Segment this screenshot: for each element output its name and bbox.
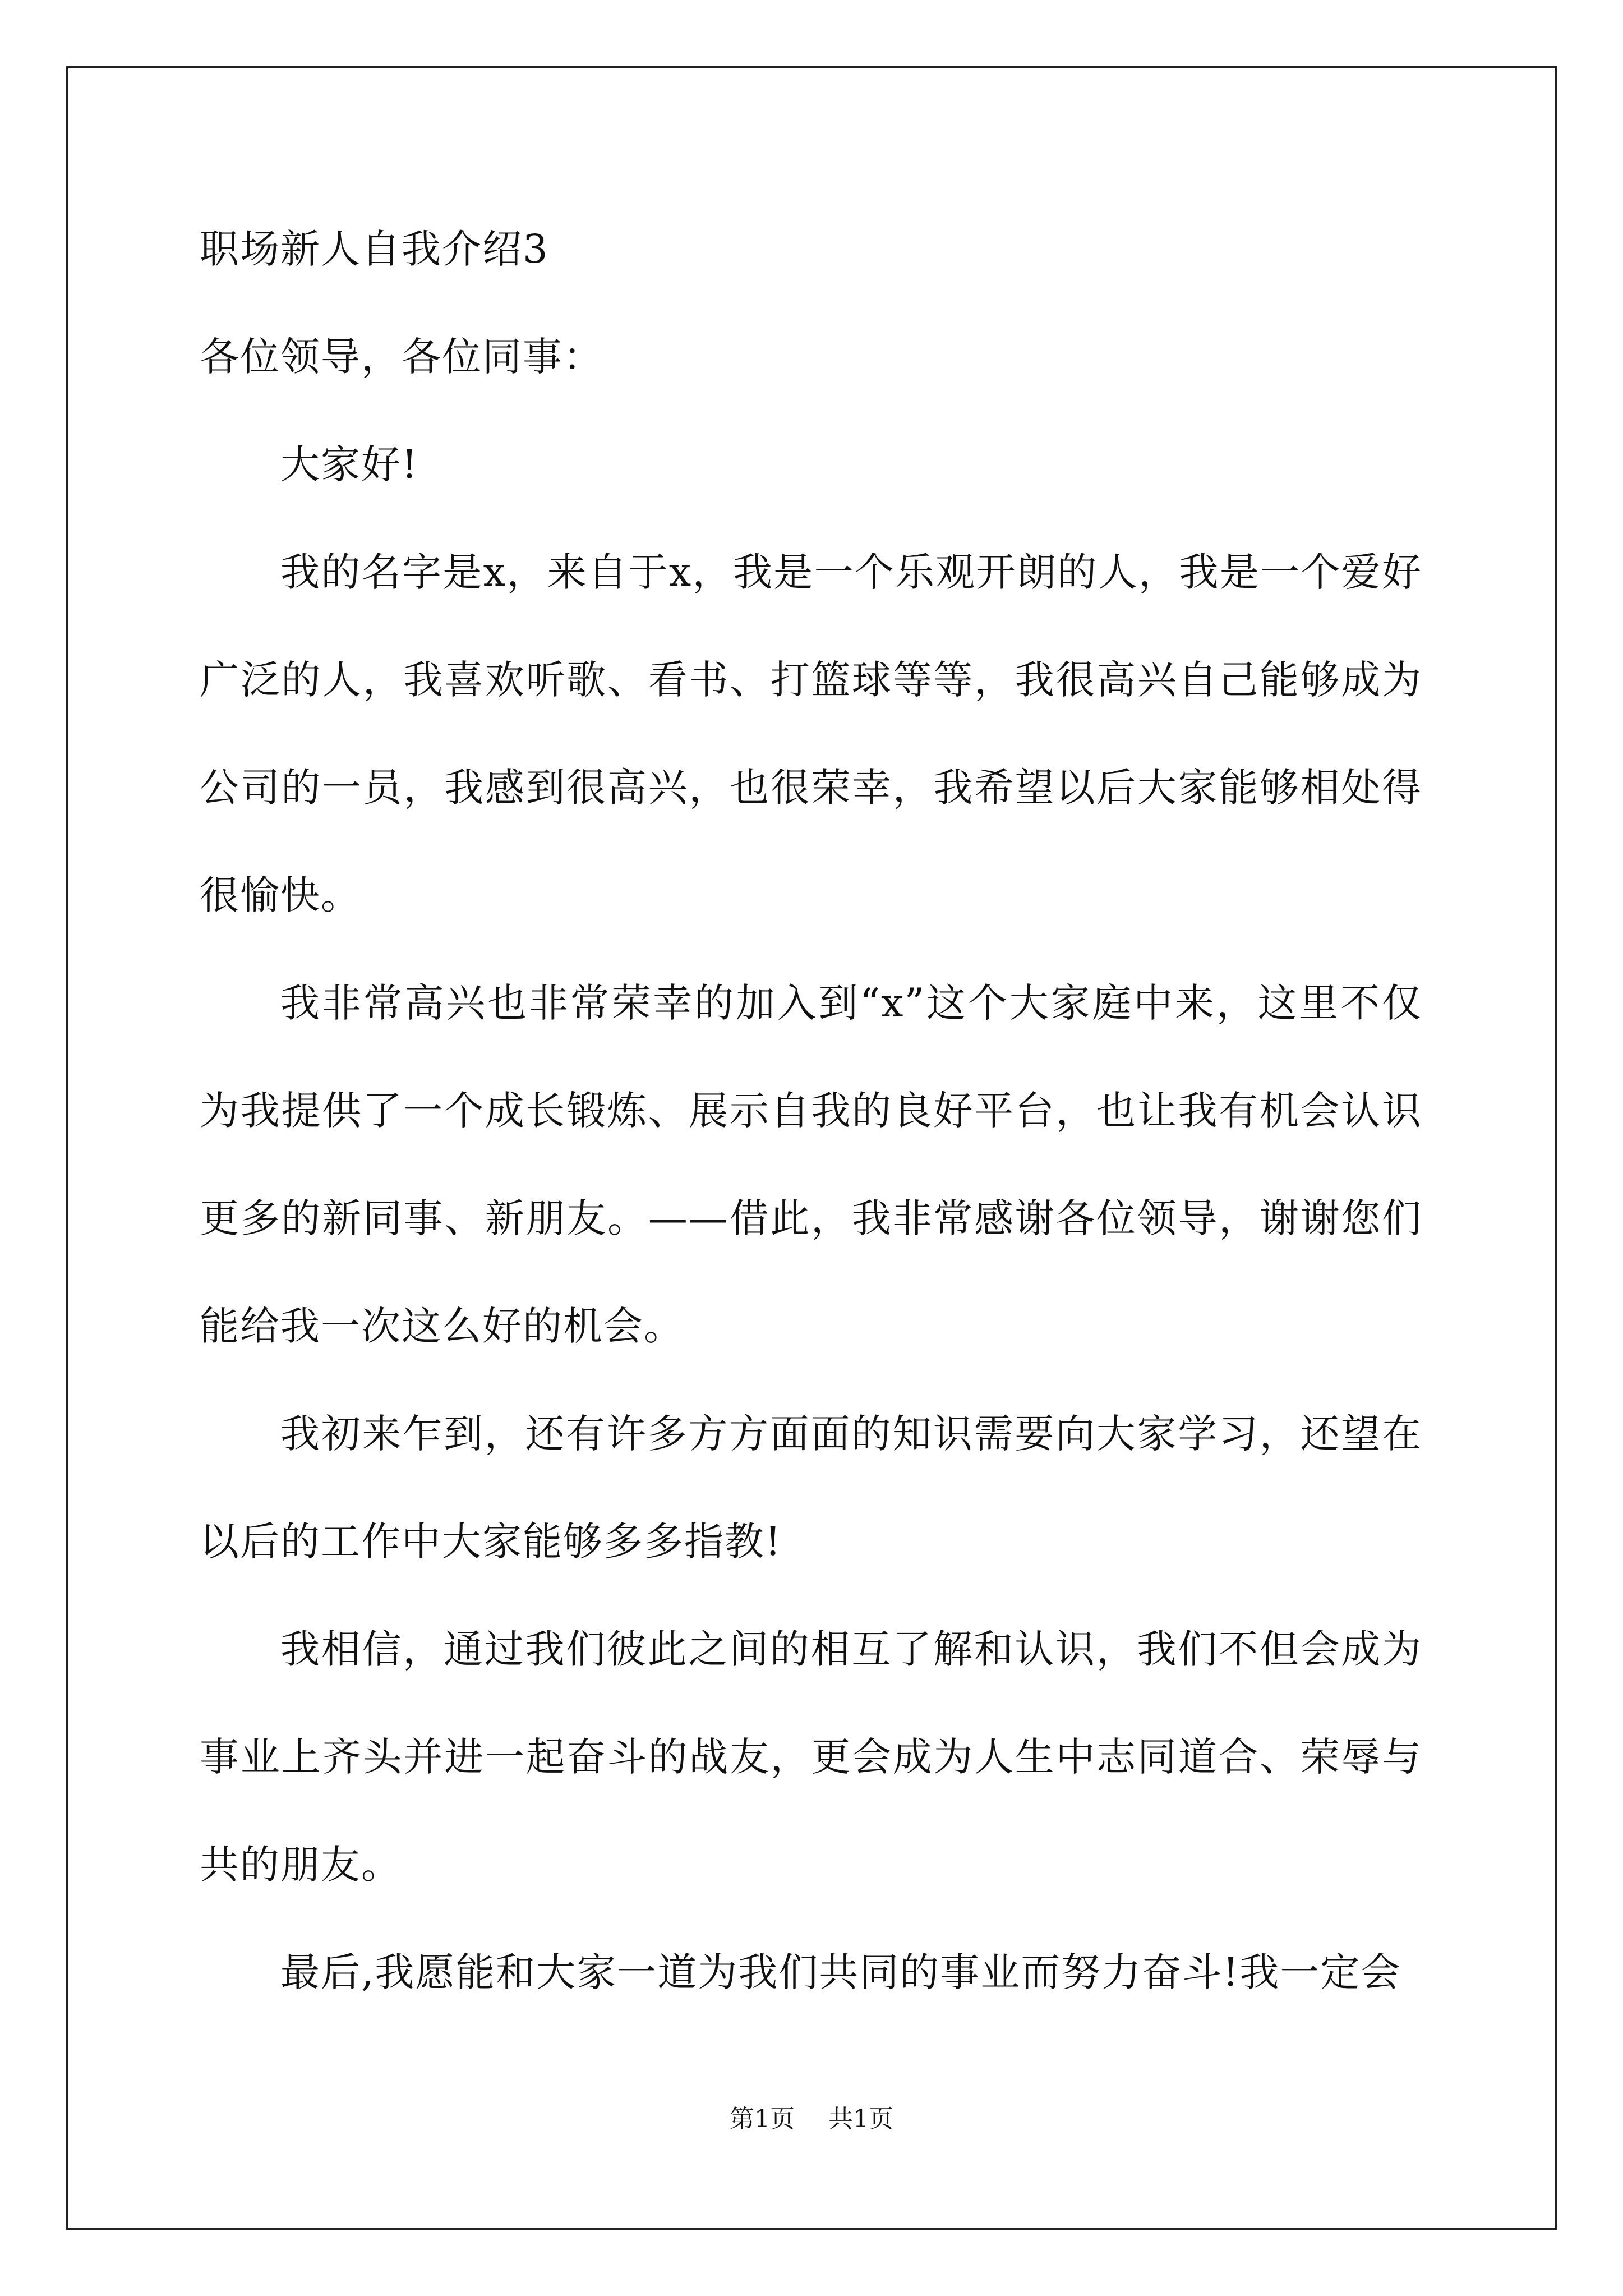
- page-footer: [0, 2102, 1623, 2136]
- paragraph-line: 公司的一员，我感到很高兴，也很荣幸，我希望以后大家能够相处得: [200, 765, 1422, 811]
- paragraph-line: 以后的工作中大家能够多多指教!: [200, 1519, 782, 1565]
- paragraph-line: 大家好!: [280, 441, 419, 487]
- paragraph-line: 我的名字是x，来自于x，我是一个乐观开朗的人，我是一个爱好: [280, 549, 1422, 595]
- paragraph-line: 为我提供了一个成长锻炼、展示自我的良好平台，也让我有机会认识: [200, 1088, 1422, 1134]
- paragraph-line: 很愉快。: [200, 872, 361, 918]
- paragraph-line: 更多的新同事、新朋友。——借此，我非常感谢各位领导，谢谢您们: [200, 1195, 1422, 1241]
- paragraph-introduction: [200, 545, 1422, 922]
- paragraph-gratitude: [200, 976, 1422, 1353]
- paragraph-line: 能给我一次这么好的机会。: [200, 1303, 684, 1349]
- document-title: 职场新人自我介绍3: [200, 226, 549, 272]
- page-number: 第1页: [730, 2105, 795, 2133]
- paragraph-greeting: [200, 438, 1422, 491]
- paragraph-learning: [200, 1407, 1422, 1568]
- document-body: [200, 222, 1422, 2053]
- paragraph-line: 事业上齐头并进一起奋斗的战友，更会成为人生中志同道合、荣辱与: [200, 1734, 1422, 1780]
- paragraph-line: 广泛的人，我喜欢听歌、看书、打篮球等等，我很高兴自己能够成为: [200, 657, 1422, 703]
- paragraph-closing: [200, 1945, 1422, 1999]
- paragraph-line: 我初来乍到，还有许多方方面面的知识需要向大家学习，还望在: [280, 1411, 1422, 1457]
- paragraph-line: 共的朋友。: [200, 1842, 402, 1888]
- paragraph-line: 最后,我愿能和大家一道为我们共同的事业而努力奋斗!我一定会: [280, 1949, 1401, 1995]
- page-total: 共1页: [828, 2105, 893, 2133]
- paragraph-line: 我相信，通过我们彼此之间的相互了解和认识，我们不但会成为: [280, 1626, 1422, 1672]
- paragraph-line: 我非常高兴也非常荣幸的加入到“x”这个大家庭中来，这里不仅: [280, 980, 1422, 1026]
- salutation: 各位领导，各位同事：: [200, 334, 603, 380]
- paragraph-belief: [200, 1622, 1422, 1892]
